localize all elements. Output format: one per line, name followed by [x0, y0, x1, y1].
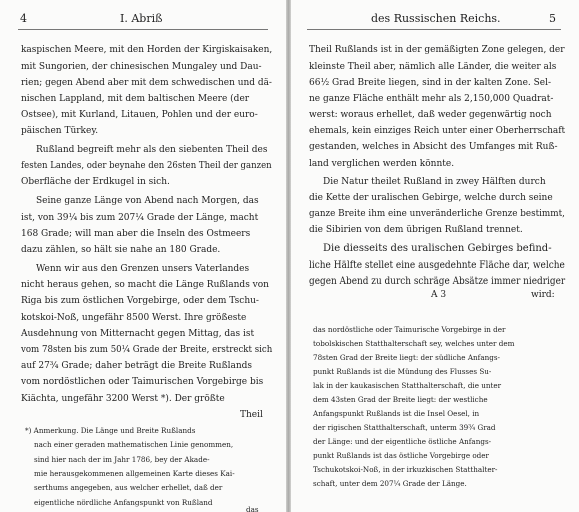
text-line: 66½ Grad Breite liegen, sind in der kalten Zone. Sel- — [309, 78, 552, 88]
footnote-line: *) Anmerkung. Die Länge und Breite Rußlands — [25, 426, 196, 435]
text-line: land verglichen werden könnte. — [309, 159, 455, 169]
text-line: ganze Breite ihm eine unveränderliche Grenze bestimmt, — [309, 209, 565, 219]
running-head: des Russischen Reichs. — [371, 12, 501, 25]
text-line: festen Landes, oder beynahe den 26sten Theil der ganzen — [21, 161, 272, 171]
running-head: I. Abriß — [120, 12, 163, 25]
text-line: auf 27¾ Grade; daher beträgt die Breite Rußlands — [21, 361, 253, 371]
footnote-line: sind hier nach der im Jahr 1786, bey der Akade- — [34, 455, 210, 464]
text-line: Theil Rußlands ist in der gemäßigten Zone gelegen, der — [309, 45, 565, 55]
footnote-line: Anfangspunkt Rußlands ist die Insel Oesel, in — [313, 409, 480, 418]
text-line: nischen Lappland, mit dem baltischen Meere (der — [21, 94, 250, 104]
text-line: nicht heraus gehen, so macht die Länge Rußlands von — [21, 280, 269, 290]
text-line: vom nordöstlichen oder Taimurischen Vorgebirge bis — [21, 377, 264, 387]
text-line: liche Hälfte stellet eine ausgedehnte Fläche dar, welche — [309, 260, 565, 271]
footnote-line: dem 43sten Grad der Breite liegt: der westliche — [313, 395, 488, 404]
footnote-line: lak in der kaukasischen Statthalterschaft, die unter — [313, 381, 502, 390]
text-line: werst: woraus erhellet, daß weder gegenwärtig noch — [309, 110, 552, 120]
text-line: päischen Türkey. — [21, 126, 99, 136]
text-line: dazu zählen, so hält sie nahe an 180 Grade. — [21, 245, 221, 255]
text-line: die Sibirien von dem übrigen Rußland trennet. — [309, 225, 523, 235]
footnote-line: schaft, unter dem 207¼ Grade der Länge. — [313, 479, 467, 488]
page-number: 5 — [549, 12, 556, 25]
text-line: Die Natur theilet Rußland in zwey Hälften durch — [323, 177, 546, 187]
header-rule — [18, 29, 268, 30]
text-line: ne ganze Fläche enthält mehr als 2,150,000 Quadrat- — [309, 94, 554, 104]
footnote-line: das nordöstliche oder Taimurische Vorgebirge in der — [313, 325, 506, 334]
text-line: Ostsee), mit Kurland, Litauen, Pohlen und der euro- — [21, 110, 258, 120]
footnote-line: punkt Rußlands ist das östliche Vorgebirge oder — [313, 451, 489, 460]
text-line: die Kette der uralischen Gebirge, welche durch seine — [309, 193, 553, 203]
text-line: Rußland begreift mehr als den siebenten Theil des — [36, 145, 268, 155]
footnote-line: der Länge: und der eigentliche östliche Anfangs- — [313, 437, 492, 446]
text-line: Kiächta, ungefähr 3200 Werst *). Der größte — [21, 394, 225, 404]
text-line: Seine ganze Länge von Abend nach Morgen, das — [36, 196, 259, 206]
left-page — [0, 0, 286, 512]
header-rule — [307, 29, 561, 30]
text-line: ehemals, kein einziges Reich unter einer Oberherrschaft — [309, 126, 566, 136]
text-line: Wenn wir aus den Grenzen unsers Vaterlandes — [36, 264, 250, 274]
text-line: mit Sungorien, der chinesischen Mungaley und Dau- — [21, 62, 262, 72]
text-line: gestanden, welches in Absicht des Umfanges mit Ruß- — [309, 142, 558, 152]
text-line: rien; gegen Abend aber mit dem schwedischen und dä- — [21, 78, 272, 88]
footnote-line: das — [246, 505, 259, 512]
text-line: kaspischen Meere, mit den Horden der Kirgiskaisaken, — [21, 45, 273, 55]
footnote-line: serthums angegeben, aus welcher erhellet, daß der — [34, 483, 223, 492]
text-line: Oberfläche der Erdkugel in sich. — [21, 177, 170, 187]
right-page — [291, 0, 579, 512]
text-line: gegen Abend zu durch schräge Absätze immer niedriger — [309, 276, 566, 287]
footnote-line: tobolskischen Statthalterschaft sey, welches unter dem — [313, 339, 515, 348]
text-line: 168 Grade; will man aber die Inseln des Ostmeers — [21, 229, 251, 239]
text-line: Theil — [240, 410, 263, 420]
footnote-line: mie herausgekommenen allgemeinen Karte dieses Kai- — [34, 469, 235, 478]
text-line: kleinste Theil aber, nämlich alle Länder, die weiter als — [309, 62, 557, 72]
signature-mark: A 3 — [431, 290, 447, 300]
footnote-line: punkt Rußlands ist die Mündung des Flusses Su- — [313, 367, 492, 376]
text-line: ist, von 39¼ bis zum 207¼ Grade der Länge, macht — [21, 213, 259, 223]
catchword: wird: — [531, 290, 555, 300]
footnote-line: eigentliche nördliche Anfangspunkt von Rußland — [34, 498, 213, 507]
text-line: kotskoi-Noß, ungefähr 8500 Werst. Ihre größeste — [21, 313, 247, 323]
footnote-line: nach einer geraden mathematischen Linie genommen, — [34, 440, 234, 449]
page-number: 4 — [20, 12, 27, 25]
footnote-line: der rigischen Statthalterschaft, unterm 39¾ Grad — [313, 423, 496, 432]
footnote-line: Tschukotskoi-Noß, in der irkuzkischen Statthalter- — [313, 465, 498, 474]
text-line: Ausdehnung von Mitternacht gegen Mittag, das ist — [21, 329, 255, 339]
text-line: Die diesseits des uralischen Gebirges befind- — [323, 243, 552, 254]
text-line: vom 78sten bis zum 50¼ Grade der Breite, erstreckt sich — [21, 345, 273, 355]
text-line: Riga bis zum östlichen Vorgebirge, oder dem Tschu- — [21, 296, 259, 306]
footnote-line: 78sten Grad der Breite liegt: der südliche Anfangs- — [313, 353, 500, 362]
